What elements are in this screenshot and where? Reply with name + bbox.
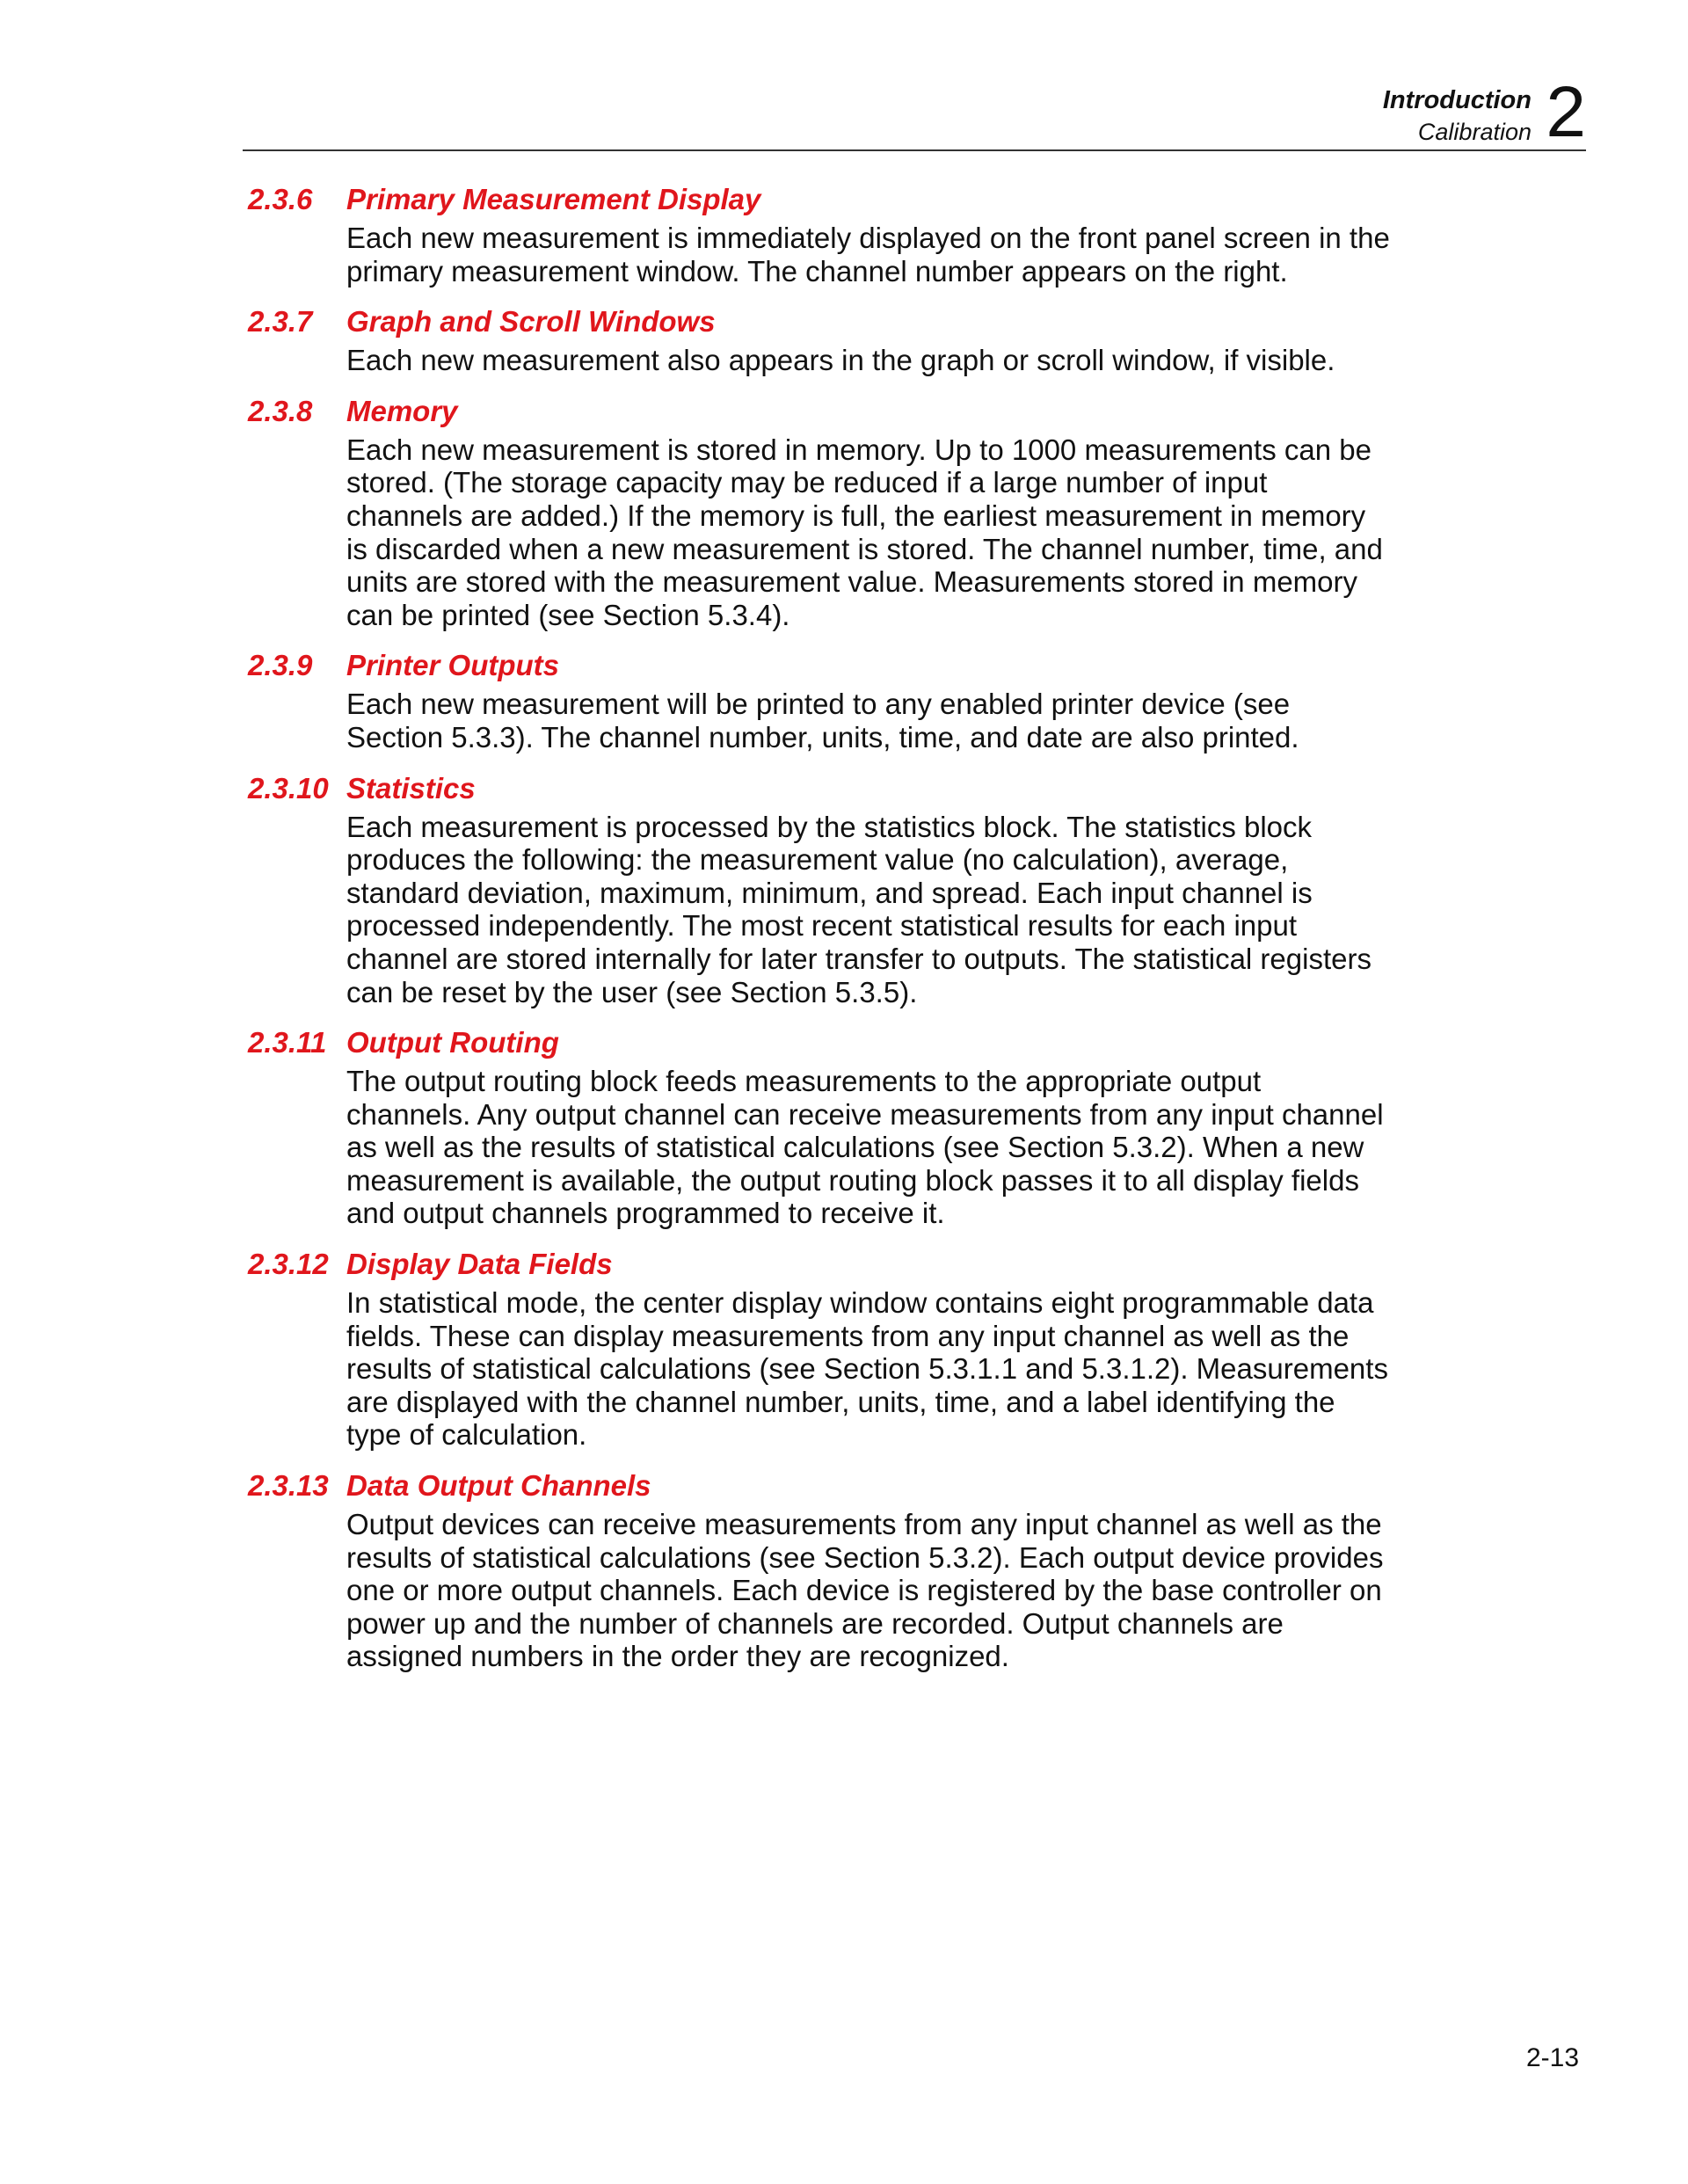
section-title: Display Data Fields	[346, 1248, 613, 1281]
section-2-3-7	[248, 303, 1496, 377]
section-body: Each new measurement will be printed to any enabled printer device (see Section 5.3.3). The channel number, units, time, and date are also printed.	[346, 688, 1299, 753]
section-body: Each measurement is processed by the statistics block. The statistics block produces the following: the measurement value (no calculation), average, standard deviation, maximum, minimum, and spread. Each input channel is processed independently. The most recent statistical results for each input channel are stored internally for later transfer to outputs. The statistical registers can be reset by the user (see Section 5.3.5).	[346, 810, 1372, 1008]
section-2-3-11	[248, 1024, 1496, 1230]
page-content	[248, 181, 1496, 1689]
section-number: 2.3.10	[248, 771, 329, 804]
section-2-3-10	[248, 770, 1496, 1009]
section-heading	[248, 1024, 1496, 1061]
section-2-3-12	[248, 1246, 1496, 1452]
section-body: In statistical mode, the center display window contains eight programmable data fields. These can display measurements from any input channel as well as the results of statistical calculations (see Section 5.3.1.1 and 5.3.1.2). Measurements are displayed with the channel number, units, time, and a label identifying the type of calculation.	[346, 1286, 1388, 1452]
section-title: Statistics	[346, 771, 476, 804]
section-2-3-9	[248, 647, 1496, 753]
section-heading	[248, 1467, 1496, 1504]
section-heading	[248, 1246, 1496, 1283]
section-2-3-8	[248, 393, 1496, 632]
section-number: 2.3.7	[248, 305, 313, 339]
section-number: 2.3.6	[248, 183, 313, 215]
section-number: 2.3.8	[248, 394, 313, 427]
section-heading	[248, 647, 1496, 684]
section-title: Graph and Scroll Windows	[346, 305, 716, 339]
section-title: Printer Outputs	[346, 649, 560, 682]
section-title: Calibration	[1417, 119, 1532, 145]
section-title: Memory	[346, 394, 458, 427]
section-number: 2.3.9	[248, 649, 313, 682]
running-head	[1383, 84, 1532, 148]
section-body: Each new measurement is stored in memory. Up to 1000 measurements can be stored. (The storage capacity may be reduced if a large number of input channels are added.) If the memory is full, the earliest measurement in memory is discarded when a new measurement is stored. The channel number, time, and units are stored with the measurement value. Measurements stored in memory can be printed (see Section 5.3.4).	[346, 433, 1383, 631]
section-title: Primary Measurement Display	[346, 183, 761, 215]
page-number: 2-13	[1525, 2043, 1579, 2072]
chapter-number: 2	[1546, 72, 1586, 152]
section-body: Each new measurement also appears in the graph or scroll window, if visible.	[346, 344, 1335, 377]
section-title: Data Output Channels	[346, 1469, 651, 1503]
section-title: Output Routing	[346, 1026, 559, 1059]
section-body: The output routing block feeds measurements to the appropriate output channels. Any output channel can receive measurements from any input channel as well as the results of statistical calculations (see Section 5.3.2). When a new measurement is available, the output routing block passes it to all display fields and output channels programmed to receive it.	[346, 1065, 1384, 1230]
section-2-3-6	[248, 181, 1496, 288]
section-body: Each new measurement is immediately displayed on the front panel screen in the primary measurement window. The channel number appears on the right.	[346, 222, 1390, 288]
section-heading	[248, 181, 1496, 218]
section-number: 2.3.12	[248, 1248, 329, 1281]
section-heading	[248, 393, 1496, 430]
section-number: 2.3.11	[248, 1026, 327, 1059]
section-heading	[248, 303, 1496, 340]
section-2-3-13	[248, 1467, 1496, 1673]
section-heading	[248, 770, 1496, 807]
section-body: Output devices can receive measurements from any input channel as well as the results of statistical calculations (see Section 5.3.2). Each output device provides one or more output channels. Each device is registered by the base controller on power up and the number of channels are recorded. Output channels are assigned numbers in the order they are recognized.	[346, 1508, 1384, 1673]
section-number: 2.3.13	[248, 1469, 329, 1503]
chapter-title: Introduction	[1382, 86, 1532, 114]
page-header	[243, 72, 1586, 152]
